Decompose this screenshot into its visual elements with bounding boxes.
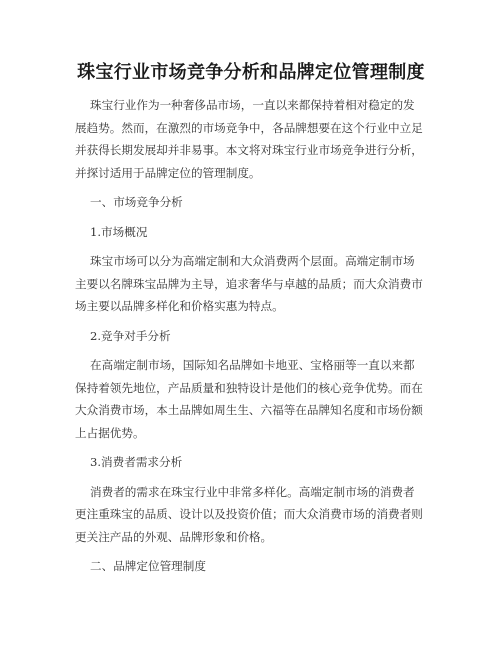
- section-heading-market-competition: 一、市场竞争分析: [90, 195, 183, 209]
- subheading-competitor-analysis: 2.竞争对手分析: [90, 328, 171, 343]
- subheading-market-overview: 1.市场概况: [90, 224, 148, 239]
- paragraph-consumer-demand: 消费者的需求在珠宝行业中非常多样化。高端定制市场的消费者更注重珠宝的品质、设计以及投资价值；而大众消费市场的消费者则更关注产品的外观、品牌形象和价格。: [75, 484, 423, 544]
- section-heading-brand-positioning: 二、品牌定位管理制度: [90, 559, 206, 573]
- paragraph-intro: 珠宝行业作为一种奢侈品市场，一直以来都保持着相对稳定的发展趋势。然而，在激烈的市场竞争中，各品牌想要在这个行业中立足并获得长期发展却并非易事。本文将对珠宝行业市场竞争进行分析，并探讨适用于品牌定位的管理制度。: [75, 98, 423, 180]
- paragraph-competitor-analysis: 在高端定制市场，国际知名品牌如卡地亚、宝格丽等一直以来都保持着领先地位，产品质量和独特设计是他们的核心竞争优势。而在大众消费市场，本土品牌如周生生、六福等在品牌知名度和市场份额上占据优势。: [75, 358, 423, 440]
- subheading-consumer-demand: 3.消费者需求分析: [90, 455, 183, 469]
- paragraph-market-overview: 珠宝市场可以分为高端定制和大众消费两个层面。高端定制市场主要以名牌珠宝品牌为主导，追求奢华与卓越的品质；而大众消费市场主要以品牌多样化和价格实惠为特点。: [75, 254, 423, 313]
- document-title: 珠宝行业市场竞争分析和品牌定位管理制度: [77, 62, 425, 83]
- document-body: [0, 94, 502, 585]
